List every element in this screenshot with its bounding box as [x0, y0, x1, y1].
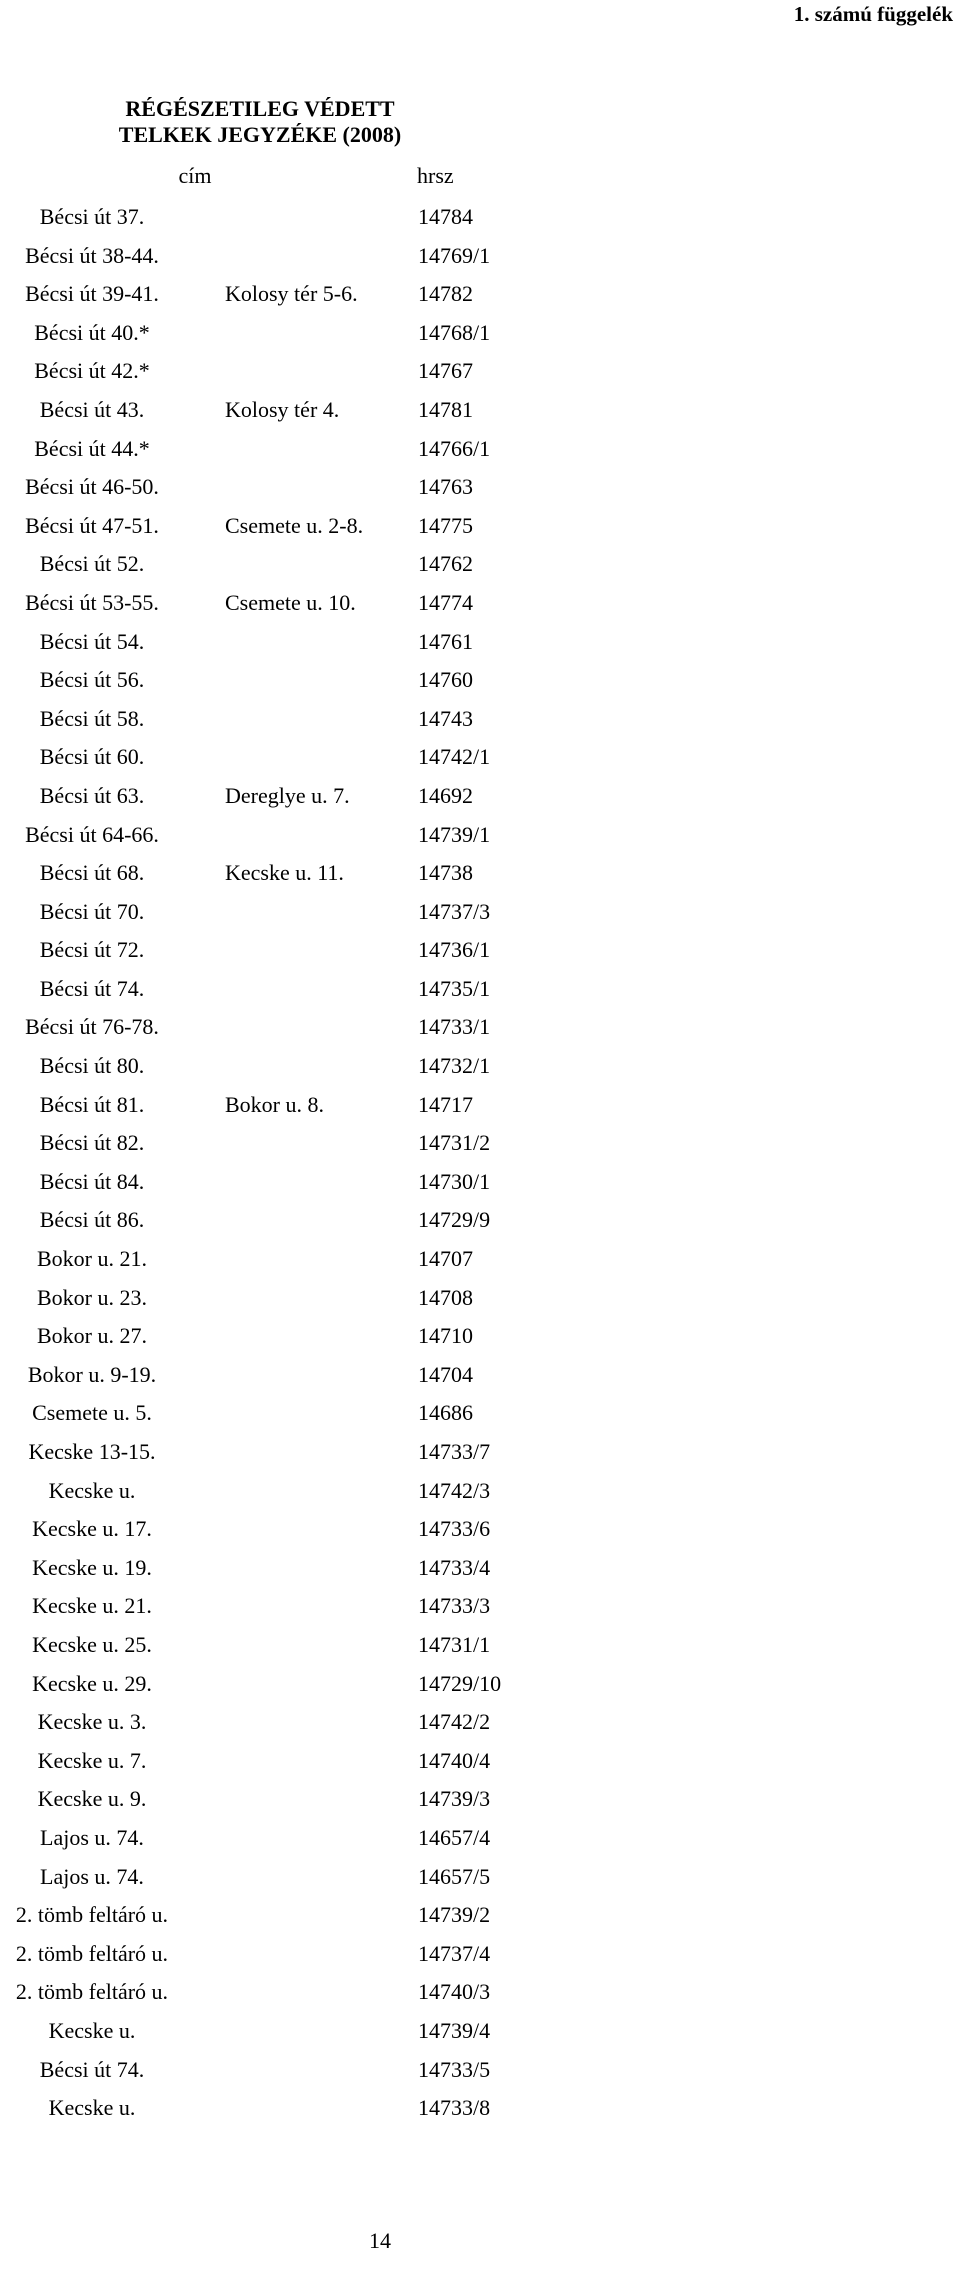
- address-cell: Bécsi út 76-78.: [25, 1014, 159, 1040]
- address-cell: Kecske u. 17.: [32, 1516, 152, 1542]
- list-item: [0, 1434, 960, 1473]
- address-cell: Bécsi út 68.: [39, 860, 145, 886]
- list-item: [0, 392, 960, 431]
- parcel-number-cell: 14767: [418, 358, 473, 384]
- parcel-number-cell: 14732/1: [418, 1053, 491, 1079]
- parcel-number-cell: 14733/8: [418, 2095, 491, 2121]
- address-cell: Bokor u. 21.: [37, 1246, 147, 1272]
- column-header-parcel-number: hrsz: [417, 163, 454, 188]
- page-number: 14: [369, 2228, 391, 2253]
- parcel-number-cell: 14731/1: [418, 1631, 491, 1657]
- address-cell: Bokor u. 23.: [37, 1284, 147, 1310]
- address-cell: Kecske u. 7.: [37, 1747, 147, 1773]
- list-item: [0, 1666, 960, 1705]
- parcel-number-cell: 14733/6: [418, 1516, 491, 1542]
- address-cell: Bécsi út 72.: [39, 937, 145, 963]
- list-item: [0, 585, 960, 624]
- address-cell: Bécsi út 63.: [39, 782, 145, 808]
- list-item: [0, 1473, 960, 1512]
- appendix-label: 1. számú függelék: [793, 2, 953, 26]
- list-item: [0, 1241, 960, 1280]
- address-cell: Kecske u.: [48, 2095, 136, 2121]
- address-cell: Kecske u.: [48, 2017, 136, 2043]
- parcel-number-cell: 14782: [418, 281, 473, 307]
- parcel-number-cell: 14766/1: [418, 435, 491, 461]
- parcel-number-cell: 14686: [418, 1400, 473, 1426]
- parcel-number-cell: 14692: [418, 782, 473, 808]
- parcel-number-cell: 14733/4: [418, 1554, 491, 1580]
- address-cell: Bécsi út 37.: [39, 204, 145, 229]
- list-item: [0, 1087, 960, 1126]
- address-cell: Bécsi út 54.: [39, 628, 145, 654]
- list-item: [0, 508, 960, 547]
- address-cell: Bécsi út 52.: [39, 551, 145, 577]
- parcel-number-cell: 14743: [418, 705, 473, 731]
- list-item: [0, 469, 960, 508]
- list-item: [0, 353, 960, 392]
- parcel-number-cell: 14739/2: [418, 1902, 491, 1928]
- address-cell: Bécsi út 64-66.: [25, 821, 159, 847]
- parcel-number-cell: 14784: [418, 204, 473, 229]
- parcel-number-cell: 14730/1: [418, 1168, 491, 1194]
- parcel-number-cell: 14740/4: [418, 1747, 491, 1773]
- parcel-number-cell: 14739/3: [418, 1786, 491, 1812]
- address-cell: Bokor u. 9-19.: [27, 1361, 157, 1387]
- parcel-number-cell: 14736/1: [418, 937, 491, 963]
- address-cell: Bécsi út 53-55.: [25, 589, 159, 615]
- list-item: [0, 546, 960, 585]
- alternate-address-cell: Bokor u. 8.: [225, 1091, 324, 1117]
- list-item: [0, 739, 960, 778]
- list-item: [0, 315, 960, 354]
- address-cell: Bécsi út 60.: [39, 744, 145, 770]
- parcel-number-cell: 14742/1: [418, 744, 491, 770]
- list-item: [0, 894, 960, 933]
- address-cell: Bécsi út 47-51.: [25, 512, 159, 538]
- parcel-number-cell: 14769/1: [418, 242, 491, 268]
- list-item: [0, 1357, 960, 1396]
- address-cell: Bécsi út 74.: [39, 975, 145, 1001]
- alternate-address-cell: Dereglye u. 7.: [225, 782, 350, 808]
- address-cell: Kecske u. 3.: [37, 1709, 147, 1735]
- parcel-number-cell: 14657/5: [418, 1863, 491, 1889]
- list-item: [0, 662, 960, 701]
- list-item: [0, 817, 960, 856]
- address-cell: Bécsi út 82.: [39, 1130, 145, 1156]
- parcel-number-cell: 14733/5: [418, 2056, 491, 2082]
- list-item: [0, 1009, 960, 1048]
- list-item: [0, 1318, 960, 1357]
- list-item: [0, 1897, 960, 1936]
- parcel-number-cell: 14737/4: [418, 1940, 491, 1966]
- parcel-number-cell: 14760: [418, 667, 473, 693]
- list-item: [0, 1974, 960, 2013]
- list-item: [0, 2052, 960, 2091]
- address-cell: Bécsi út 86.: [39, 1207, 145, 1233]
- parcel-number-cell: 14763: [418, 474, 473, 500]
- address-cell: Bécsi út 70.: [39, 898, 145, 924]
- parcel-number-cell: 14729/9: [418, 1207, 491, 1233]
- list-item: [0, 624, 960, 663]
- parcel-number-cell: 14707: [418, 1246, 473, 1272]
- alternate-address-cell: Csemete u. 2-8.: [225, 512, 364, 538]
- parcel-number-cell: 14742/3: [418, 1477, 491, 1503]
- address-cell: Lajos u. 74.: [40, 1863, 144, 1889]
- address-cell: Kecske u. 9.: [37, 1786, 147, 1812]
- alternate-address-cell: Kolosy tér 5-6.: [225, 281, 358, 307]
- address-cell: Kecske 13-15.: [28, 1439, 156, 1464]
- address-cell: Kecske u.: [48, 1477, 136, 1503]
- list-item: [0, 1125, 960, 1164]
- parcel-number-cell: 14768/1: [418, 319, 491, 345]
- parcel-number-cell: 14775: [418, 512, 473, 538]
- document-title-line-1: RÉGÉSZETILEG VÉDETT: [125, 96, 395, 121]
- address-cell: Bécsi út 42.*: [34, 358, 150, 384]
- address-cell: Bécsi út 38-44.: [25, 242, 159, 268]
- parcel-number-cell: 14731/2: [418, 1130, 491, 1156]
- list-item: [0, 855, 960, 894]
- list-item: [0, 1164, 960, 1203]
- address-cell: Kecske u. 21.: [32, 1593, 152, 1619]
- parcel-number-cell: 14704: [418, 1361, 473, 1387]
- alternate-address-cell: Csemete u. 10.: [225, 589, 356, 615]
- document-title-line-2: TELKEK JEGYZÉKE (2008): [118, 122, 402, 147]
- list-item: [0, 701, 960, 740]
- parcel-number-cell: 14733/1: [418, 1014, 491, 1040]
- parcel-number-cell: 14761: [418, 628, 473, 654]
- address-cell: Kecske u. 19.: [32, 1554, 152, 1580]
- parcel-number-cell: 14774: [418, 589, 473, 615]
- list-item: [0, 1588, 960, 1627]
- parcel-list: [0, 199, 960, 2129]
- address-cell: Bécsi út 84.: [39, 1168, 145, 1194]
- list-item: [0, 199, 960, 238]
- list-item: [0, 431, 960, 470]
- address-cell: Bécsi út 46-50.: [25, 474, 159, 500]
- address-cell: 2. tömb feltáró u.: [15, 1979, 169, 2005]
- list-item: [0, 932, 960, 971]
- list-item: [0, 1280, 960, 1319]
- list-item: [0, 1627, 960, 1666]
- address-cell: Bécsi út 39-41.: [25, 281, 159, 307]
- list-item: [0, 1511, 960, 1550]
- address-cell: Kecske u. 25.: [32, 1631, 152, 1657]
- parcel-number-cell: 14733/3: [418, 1593, 491, 1619]
- column-header-address: cím: [178, 163, 212, 188]
- list-item: [0, 1936, 960, 1975]
- parcel-number-cell: 14781: [418, 396, 473, 422]
- list-item: [0, 778, 960, 817]
- address-cell: Bécsi út 56.: [39, 667, 145, 693]
- list-item: [0, 1048, 960, 1087]
- address-cell: Bécsi út 81.: [39, 1091, 145, 1117]
- parcel-number-cell: 14737/3: [418, 898, 491, 924]
- address-cell: Bécsi út 74.: [39, 2056, 145, 2082]
- address-cell: Lajos u. 74.: [40, 1824, 144, 1850]
- address-cell: Csemete u. 5.: [32, 1400, 152, 1426]
- address-cell: Bécsi út 43.: [39, 396, 145, 422]
- list-item: [0, 1704, 960, 1743]
- address-cell: 2. tömb feltáró u.: [15, 1940, 169, 1966]
- parcel-number-cell: 14729/10: [418, 1670, 502, 1696]
- list-item: [0, 238, 960, 277]
- parcel-number-cell: 14742/2: [418, 1709, 491, 1735]
- parcel-number-cell: 14717: [418, 1091, 473, 1117]
- parcel-number-cell: 14739/1: [418, 821, 491, 847]
- parcel-number-cell: 14762: [418, 551, 473, 577]
- list-item: [0, 971, 960, 1010]
- parcel-number-cell: 14708: [418, 1284, 473, 1310]
- list-item: [0, 2090, 960, 2129]
- list-item: [0, 1395, 960, 1434]
- address-cell: Bokor u. 27.: [37, 1323, 147, 1349]
- address-cell: Bécsi út 40.*: [34, 319, 150, 345]
- list-item: [0, 2013, 960, 2052]
- list-item: [0, 276, 960, 315]
- parcel-number-cell: 14657/4: [418, 1824, 491, 1850]
- list-item: [0, 1550, 960, 1589]
- parcel-number-cell: 14733/7: [418, 1439, 491, 1464]
- parcel-number-cell: 14740/3: [418, 1979, 491, 2005]
- list-item: [0, 1202, 960, 1241]
- list-item: [0, 1859, 960, 1898]
- address-cell: Bécsi út 44.*: [34, 435, 150, 461]
- address-cell: Bécsi út 58.: [39, 705, 145, 731]
- parcel-number-cell: 14735/1: [418, 975, 491, 1001]
- parcel-number-cell: 14738: [418, 860, 473, 886]
- list-item: [0, 1820, 960, 1859]
- address-cell: 2. tömb feltáró u.: [15, 1902, 169, 1928]
- alternate-address-cell: Kecske u. 11.: [225, 860, 344, 886]
- address-cell: Bécsi út 80.: [39, 1053, 145, 1079]
- list-item: [0, 1781, 960, 1820]
- address-cell: Kecske u. 29.: [32, 1670, 152, 1696]
- parcel-number-cell: 14739/4: [418, 2017, 491, 2043]
- alternate-address-cell: Kolosy tér 4.: [225, 396, 340, 422]
- list-item: [0, 1743, 960, 1782]
- parcel-number-cell: 14710: [418, 1323, 473, 1349]
